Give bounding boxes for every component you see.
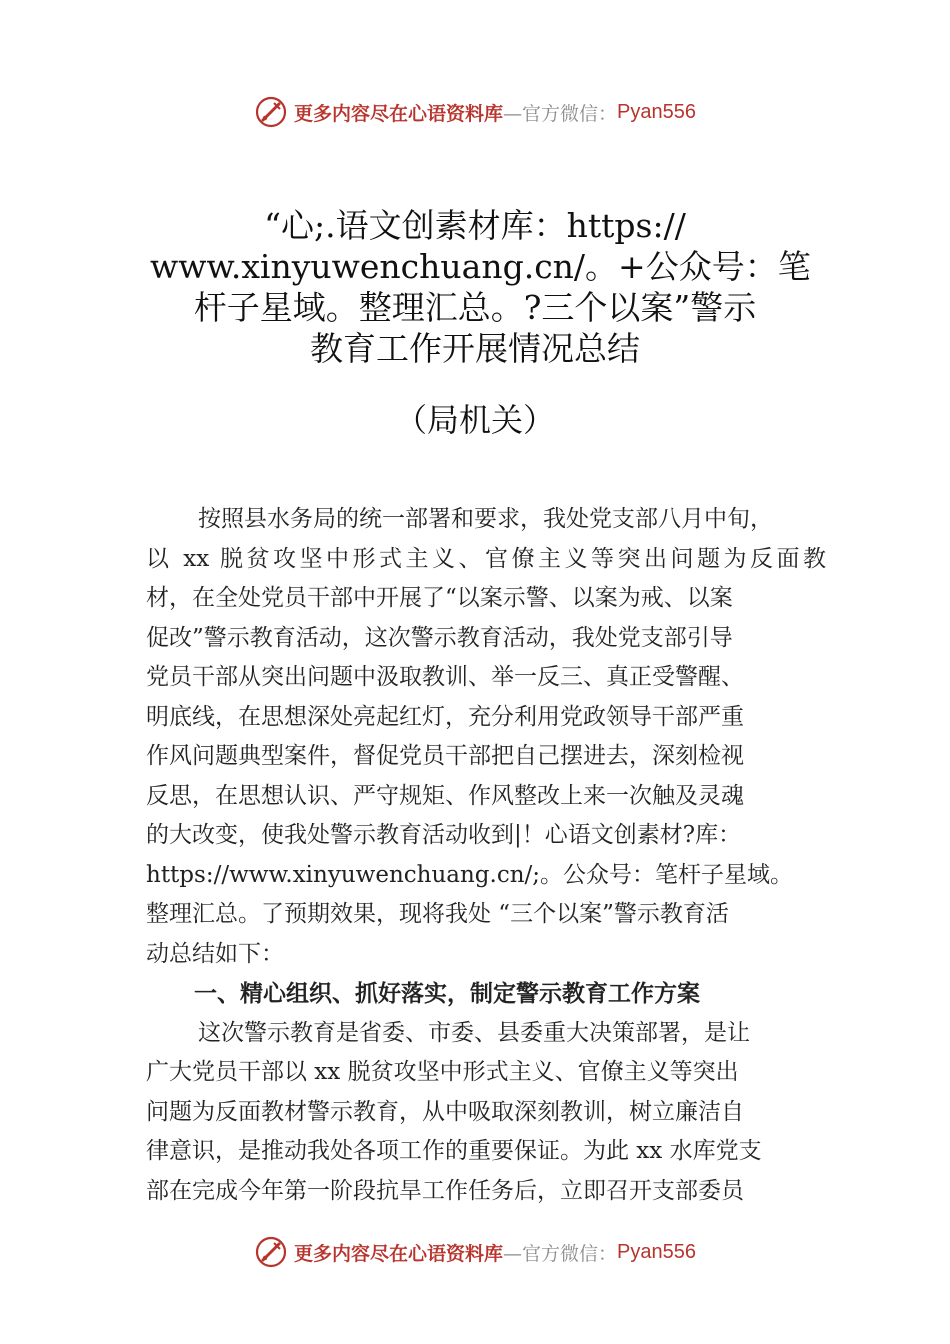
paragraph-line: 的大改变，使我处警示教育活动收到|！心语文创素材?库： <box>146 822 742 848</box>
banner-site-name: 更多内容尽在心语资料库 <box>294 1242 504 1265</box>
document-body <box>146 500 826 1211</box>
document-subtitle: （局机关） <box>394 401 555 439</box>
paragraph-line: 明底线，在思想深处亮起红灯，充分利用党政领导干部严重 <box>146 703 744 730</box>
paragraph-line: https://www.xinyuwenchuang.cn/;。公众号：笔杆子星域。 <box>146 861 794 888</box>
footer-banner <box>0 1232 950 1272</box>
paragraph-line: 广大党员干部以 xx 脱贫攻坚中形式主义、官僚主义等突出 <box>146 1059 739 1085</box>
title-line: 杆子星域。整理汇总。?三个以案”警示 <box>193 288 757 327</box>
paragraph-line: 问题为反面教材警示教育，从中吸取深刻教训，树立廉洁自 <box>146 1098 744 1125</box>
paragraph-line: 整理汇总。了预期效果，现将我处 “三个以案”警示教育活 <box>146 901 729 927</box>
pen-logo-icon <box>254 95 288 129</box>
banner-site-name: 更多内容尽在心语资料库 <box>294 102 504 125</box>
title-line: 教育工作开展情况总结 <box>310 329 640 368</box>
banner-label: —官方微信： <box>503 102 618 125</box>
title-line: www.xinyuwenchuang.cn/。+公众号：笔 <box>150 247 811 286</box>
title-line: “心;.语文创素材库：https:// <box>264 206 686 245</box>
paragraph-line: 这次警示教育是省委、市委、县委重大决策部署，是让 <box>198 1019 750 1046</box>
section-heading: 一、精心组织、抓好落实，制定警示教育工作方案 <box>194 980 700 1006</box>
paragraph-line: 作风问题典型案件，督促党员干部把自己摆进去，深刻检视 <box>146 743 744 769</box>
paragraph-line: 促改”警示教育活动，这次警示教育活动，我处党支部引导 <box>146 624 733 651</box>
paragraph-line: 以 xx 脱贫攻坚中形式主义、官僚主义等突出问题为反面教 <box>146 545 826 572</box>
banner-wechat-id: Pyan556 <box>617 1240 696 1263</box>
paragraph-line: 党员干部从突出问题中汲取教训、举一反三、真正受警醒、 <box>146 664 744 690</box>
paragraph-line: 材，在全处党员干部中开展了“以案示警、以案为戒、以案 <box>146 585 733 611</box>
document-title <box>150 205 811 369</box>
paragraph-line: 动总结如下： <box>146 940 284 967</box>
header-banner <box>0 92 950 132</box>
paragraph-line: 按照县水务局的统一部署和要求，我处党支部八月中旬， <box>198 506 773 532</box>
banner-label: —官方微信： <box>503 1242 618 1265</box>
pen-logo-icon <box>254 1235 288 1269</box>
paragraph-line: 律意识，是推动我处各项工作的重要保证。为此 xx 水库党支 <box>146 1138 762 1164</box>
paragraph-line: 反思，在思想认识、严守规矩、作风整改上来一次触及灵魂 <box>146 782 744 809</box>
banner-wechat-id: Pyan556 <box>617 100 696 123</box>
paragraph-line: 部在完成今年第一阶段抗旱工作任务后，立即召开支部委员 <box>146 1177 744 1204</box>
